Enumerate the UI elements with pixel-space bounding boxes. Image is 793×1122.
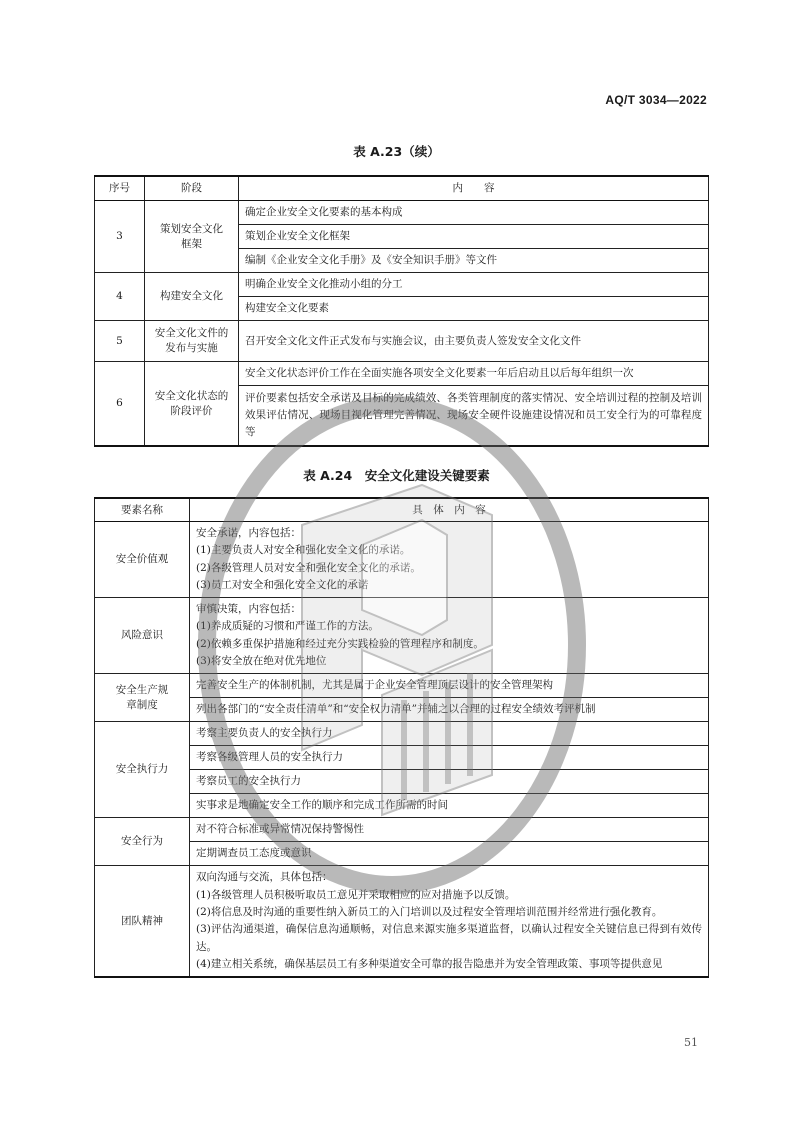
element-content [190,866,709,977]
element-content: 实事求是地确定安全工作的顺序和完成工作所需的时间 [190,794,709,818]
content-line: (2)将信息及时沟通的重要性纳入新员工的入门培训以及过程安全管理培训范围并经常进行强化教育。 [196,905,663,918]
table-row [95,598,709,674]
element-content [190,522,709,598]
element-name: 风险意识 [95,598,190,674]
element-content: 考察各级管理人员的安全执行力 [190,746,709,770]
content-line: (2)各级管理人员对安全和强化安全文化的承诺。 [196,561,421,574]
table-header-row [95,498,709,522]
content-line: (3)员工对安全和强化安全文化的承诺 [196,578,369,591]
element-name: 安全价值观 [95,522,190,598]
element-name: 安全执行力 [95,722,190,818]
content-line: (2)依赖多重保护措施和经过充分实践检验的管理程序和制度。 [196,637,484,650]
element-content: 定期调查员工态度或意识 [190,842,709,866]
content-line: (4)建立相关系统，确保基层员工有多种渠道安全可靠的报告隐患并为安全管理政策、事项等提供意见 [196,957,663,970]
content-line: 双向沟通与交流，具体包括： [196,871,333,884]
content-line: 审慎决策，内容包括： [196,603,301,616]
row-number: 3 [95,201,145,273]
row-stage: 策划安全文化框架 [145,201,239,273]
row-stage: 构建安全文化 [145,273,239,321]
element-content: 考察员工的安全执行力 [190,770,709,794]
table-a23 [94,175,709,447]
table-a24 [94,497,709,978]
table-row [95,722,709,746]
element-content [190,598,709,674]
row-content: 安全文化状态评价工作在全面实施各项安全文化要素一年后启动且以后每年组织一次 [239,362,709,386]
table-header-row [95,176,709,201]
row-number: 4 [95,273,145,321]
row-stage: 安全文化状态的阶段评价 [145,362,239,447]
row-content: 编制《企业安全文化手册》及《安全知识手册》等文件 [239,249,709,273]
row-content: 评价要素包括安全承诺及目标的完成绩效、各类管理制度的落实情况、安全培训过程的控制及培训效果评估情况、现场目视化管理完善情况、现场安全硬件设施建设情况和员工安全行为的可靠程度等 [239,386,709,447]
row-number: 6 [95,362,145,447]
header-no: 序号 [95,176,145,201]
content-line: (1)主要负责人对安全和强化安全文化的承诺。 [196,544,411,557]
content-line: (1)各级管理人员积极听取员工意见并采取相应的应对措施予以反馈。 [196,888,516,901]
row-number: 5 [95,321,145,362]
element-name: 安全行为 [95,818,190,866]
header-stage: 阶段 [145,176,239,201]
table-row [95,818,709,842]
table-row [95,866,709,977]
table-row [95,674,709,698]
row-content: 召开安全文化文件正式发布与实施会议，由主要负责人签发安全文化文件 [239,321,709,362]
table-a24-caption: 表 A.24 安全文化建设关键要素 [303,468,490,483]
table-row [95,362,709,386]
element-content: 完善安全生产的体制机制，尤其是属于企业安全管理顶层设计的安全管理架构 [190,674,709,698]
content-line: 安全承诺，内容包括： [196,527,301,539]
content-line: (1)养成质疑的习惯和严谨工作的方法。 [196,620,379,633]
page-number: 51 [684,1036,698,1049]
table-row [95,273,709,297]
table-row [95,321,709,362]
row-stage: 安全文化文件的发布与实施 [145,321,239,362]
content-line: (3)评估沟通渠道，确保信息沟通顺畅，对信息来源实施多渠道监督，以确认过程安全关键信息已得到有效传达。 [196,923,702,953]
element-content: 列出各部门的“安全责任清单”和“安全权力清单”并辅之以合理的过程安全绩效考评机制 [190,698,709,722]
header-specific-content: 具 体 内 容 [190,498,709,522]
table-a23-caption: 表 A.23（续） [353,144,440,159]
element-content: 对不符合标准或异常情况保持警惕性 [190,818,709,842]
standard-code: AQ/T 3034—2022 [605,93,707,107]
header-element-name: 要素名称 [95,498,190,522]
table-row [95,201,709,225]
element-name: 团队精神 [95,866,190,977]
element-content: 考察主要负责人的安全执行力 [190,722,709,746]
row-content: 明确企业安全文化推动小组的分工 [239,273,709,297]
table-row [95,522,709,598]
row-content: 构建安全文化要素 [239,297,709,321]
row-content: 策划企业安全文化框架 [239,225,709,249]
header-content: 内 容 [239,176,709,201]
row-content: 确定企业安全文化要素的基本构成 [239,201,709,225]
element-name: 安全生产规章制度 [95,674,190,722]
content-line: (3)将安全放在绝对优先地位 [196,655,327,668]
